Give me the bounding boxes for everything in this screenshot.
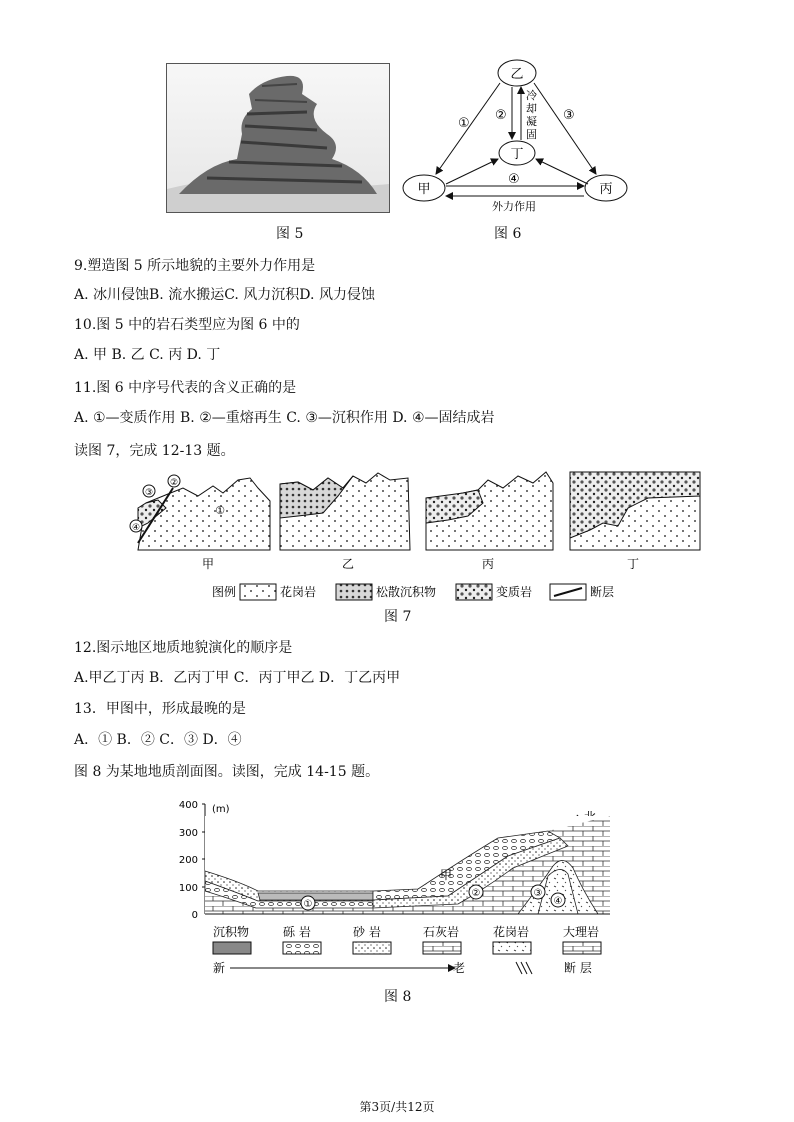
node-ding: 丁 bbox=[510, 147, 524, 162]
arrow-label-4: ④ bbox=[508, 172, 520, 187]
bottom-label: 外力作用 bbox=[492, 200, 536, 213]
y-tick-0: 0 bbox=[191, 910, 198, 921]
legend-loose-swatch bbox=[336, 584, 372, 600]
q12-options: A.甲乙丁丙 B．乙丙丁甲 C．丙丁甲乙 D．丁乙丙甲 bbox=[74, 670, 401, 686]
legend-meta: 变质岩 bbox=[496, 585, 533, 599]
figure-8-caption: 图 8 bbox=[384, 989, 412, 1005]
y-tick-100: 100 bbox=[178, 883, 198, 894]
q9-stem: 9.塑造图 5 所示地貌的主要外力作用是 bbox=[74, 258, 316, 274]
panel-bing bbox=[426, 472, 553, 550]
fig7-mark-3: ③ bbox=[144, 488, 154, 498]
figure-5-caption: 图 5 bbox=[276, 226, 304, 242]
panel-label-yi: 乙 bbox=[341, 557, 355, 571]
legend8-sw-5 bbox=[493, 942, 531, 954]
fig8-label-jia: 甲 bbox=[440, 868, 453, 882]
legend8-5: 花岗岩 bbox=[493, 925, 530, 939]
legend-granite-swatch bbox=[240, 584, 276, 600]
rock-photo-image bbox=[167, 64, 389, 212]
panel-yi bbox=[280, 473, 410, 550]
q13-stem: 13．甲图中，形成最晚的是 bbox=[74, 701, 246, 717]
q13-options: A．① B．② C．③ D．④ bbox=[74, 732, 242, 748]
panel-jia bbox=[130, 475, 270, 550]
node-jia: 甲 bbox=[417, 182, 431, 197]
legend-meta-swatch bbox=[456, 584, 492, 600]
q11-options: A. ①—变质作用 B. ②—重熔再生 C. ③—沉积作用 D. ④—固结成岩 bbox=[74, 410, 495, 426]
legend-granite: 花岗岩 bbox=[280, 585, 317, 599]
legend8-fault: 断 层 bbox=[564, 961, 592, 975]
arrow-label-3: ③ bbox=[563, 108, 575, 123]
legend8-sw-6 bbox=[563, 942, 601, 954]
fig8-mark-2: ② bbox=[471, 888, 481, 899]
vertical-label-4: 固 bbox=[526, 128, 537, 141]
fig7-mark-1: ① bbox=[215, 504, 225, 517]
legend-loose: 松散沉积物 bbox=[376, 585, 437, 599]
q12-stem: 12.图示地区地质地貌演化的顺序是 bbox=[74, 640, 293, 656]
node-bing: 丙 bbox=[599, 182, 613, 197]
legend8-4: 石灰岩 bbox=[423, 925, 460, 939]
fig7-mark-4: ④ bbox=[131, 523, 141, 533]
intro-fig8: 图 8 为某地地质剖面图。读图，完成 14-15 题。 bbox=[74, 764, 380, 780]
fault-symbol bbox=[516, 962, 532, 974]
arrow-label-2: ② bbox=[495, 108, 507, 123]
fig8-mark-3: ③ bbox=[533, 888, 543, 899]
vertical-label-1: 冷 bbox=[526, 89, 537, 102]
fig8-mark-1: ① bbox=[303, 899, 313, 910]
vertical-label-2: 却 bbox=[526, 102, 537, 115]
y-tick-400: 400 bbox=[178, 800, 198, 811]
fig7-mark-2: ② bbox=[169, 478, 179, 488]
q9-options: A. 冰川侵蚀B. 流水搬运C. 风力沉积D. 风力侵蚀 bbox=[74, 287, 375, 303]
legend8-6: 大理岩 bbox=[563, 925, 600, 939]
panel-label-bing: 丙 bbox=[481, 557, 495, 571]
panel-ding bbox=[570, 472, 700, 550]
legend-fault: 断层 bbox=[590, 585, 615, 599]
legend8-3: 砂 岩 bbox=[353, 925, 381, 939]
panel-label-ding: 丁 bbox=[626, 557, 640, 571]
legend8-new: 新 bbox=[213, 961, 226, 975]
arrow-label-1: ① bbox=[458, 116, 470, 131]
legend8-sw-1 bbox=[213, 942, 251, 954]
q10-options: A. 甲 B. 乙 C. 丙 D. 丁 bbox=[74, 347, 221, 363]
q11-stem: 11.图 6 中序号代表的含义正确的是 bbox=[74, 380, 297, 396]
y-unit: (m) bbox=[212, 804, 230, 815]
legend8-sw-4 bbox=[423, 942, 461, 954]
panel-label-jia: 甲 bbox=[201, 557, 215, 571]
figure-5-photo bbox=[166, 63, 390, 213]
figure-7-caption: 图 7 bbox=[384, 609, 412, 625]
page-footer: 第3页/共12页 bbox=[359, 1100, 435, 1114]
legend8-sw-2 bbox=[283, 942, 321, 954]
intro-fig7: 读图 7，完成 12-13 题。 bbox=[74, 443, 235, 459]
figure-8-geologic-section bbox=[168, 796, 628, 981]
figure-6-caption: 图 6 bbox=[494, 226, 522, 242]
fig8-mark-4: ④ bbox=[553, 896, 563, 907]
figure-7-panels bbox=[128, 468, 708, 608]
vertical-label-3: 凝 bbox=[526, 115, 537, 128]
legend8-2: 砾 岩 bbox=[283, 925, 311, 939]
y-tick-300: 300 bbox=[178, 828, 198, 839]
legend8-1: 沉积物 bbox=[213, 925, 250, 939]
q10-stem: 10.图 5 中的岩石类型应为图 6 中的 bbox=[74, 317, 300, 333]
y-tick-200: 200 bbox=[178, 855, 198, 866]
figure-6-rock-cycle bbox=[400, 55, 640, 215]
legend8-old: 老 bbox=[453, 961, 466, 975]
node-yi: 乙 bbox=[510, 67, 524, 82]
legend-title: 图例 bbox=[212, 585, 237, 599]
legend8-sw-3 bbox=[353, 942, 391, 954]
